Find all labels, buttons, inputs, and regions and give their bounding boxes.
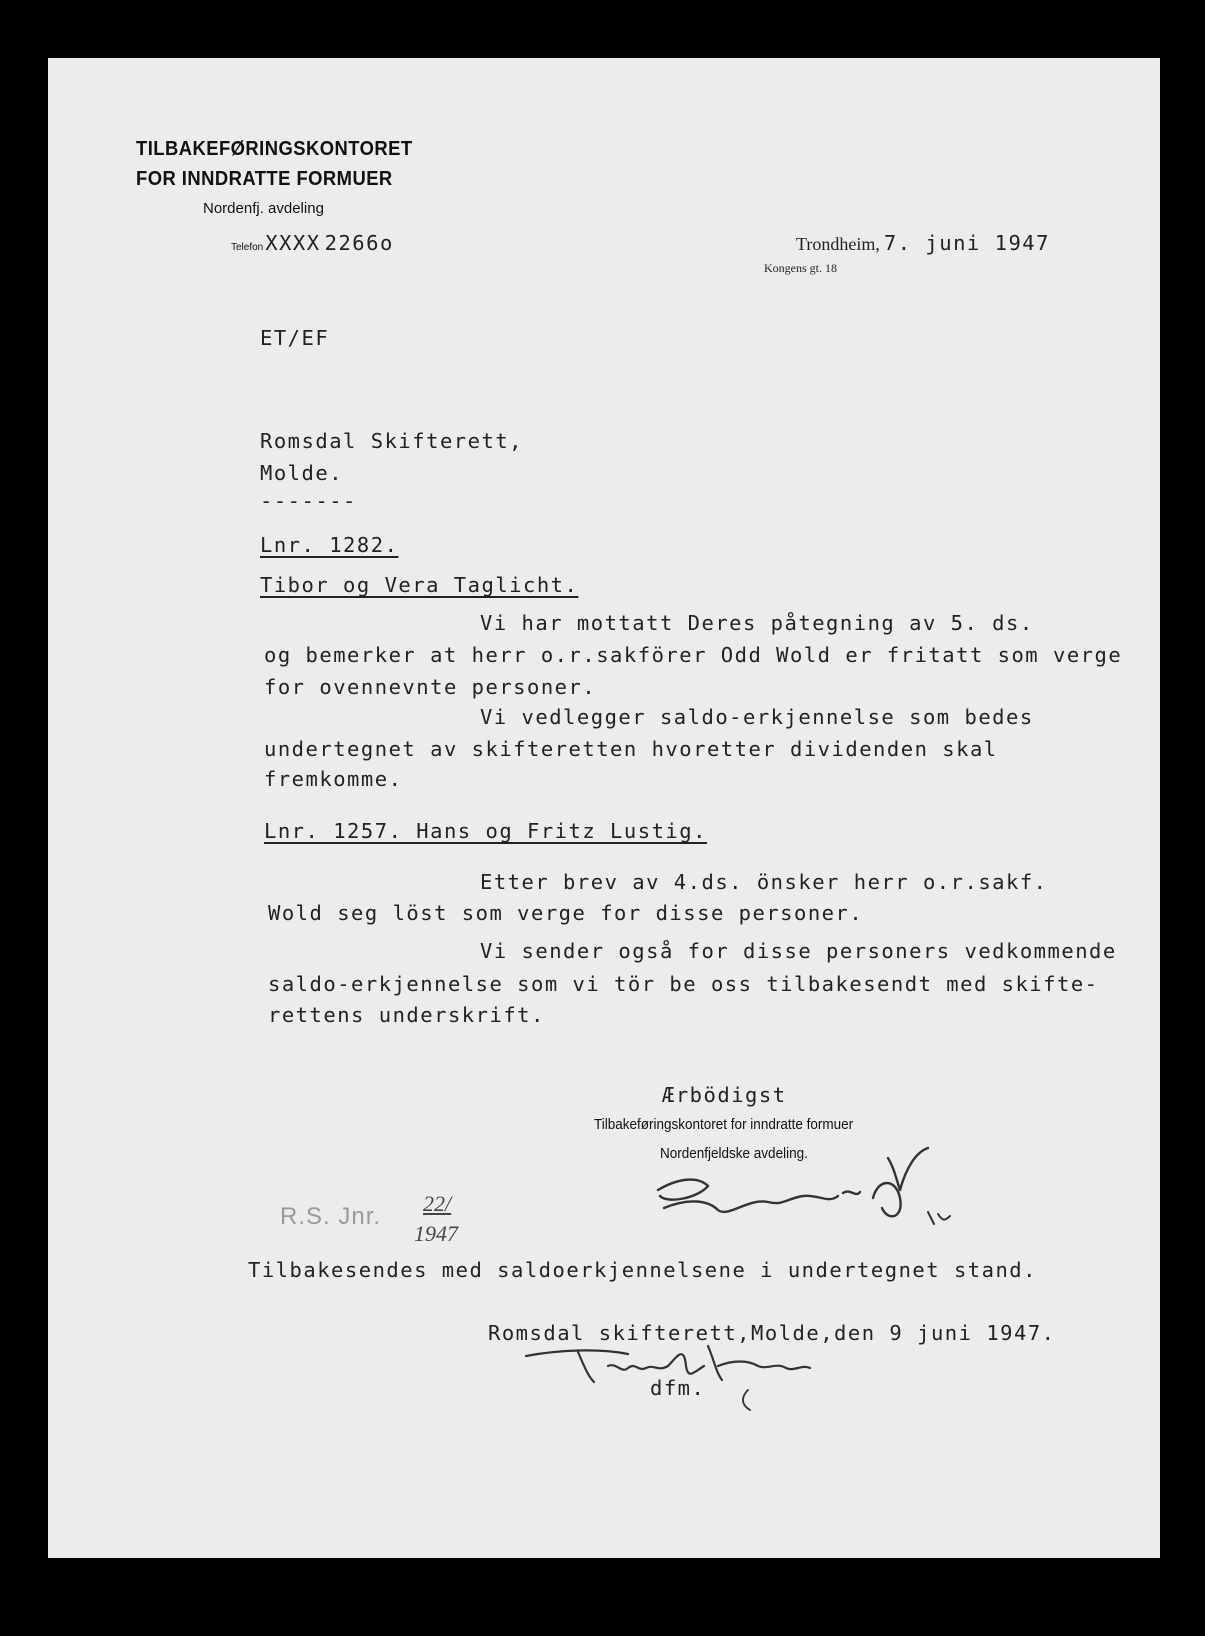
case2-p2-line1: Vi sender også for disse personers vedkommende (480, 939, 1117, 963)
letterhead-line1: TILBAKEFØRINGSKONTORET (136, 138, 413, 160)
sender-signature (638, 1138, 958, 1248)
phone-struck: XXXX (265, 231, 321, 255)
case1-p2-line1: Vi vedlegger saldo-erkjennelse som bedes (480, 705, 1034, 729)
case1-p2-line3: fremkomme. (264, 767, 403, 791)
case2-p1-line1: Etter brev av 4.ds. önsker herr o.r.sakf. (480, 870, 1048, 894)
phone-label: Telefon (231, 242, 264, 253)
letter-date: 7. juni 1947 (883, 231, 1050, 255)
place-date (796, 231, 1050, 255)
letterhead-phone (231, 231, 394, 255)
return-note: Tilbakesendes med saldoerkjennelsene i undertegnet stand. (248, 1258, 1037, 1282)
registry-number: 22/ (423, 1191, 452, 1216)
case1-p1-line3: for ovennevnte personer. (264, 675, 597, 699)
case1-p2-line2: undertegnet av skifteretten hvoretter dividenden skal (264, 737, 998, 761)
sender-address: Kongens gt. 18 (764, 261, 837, 275)
registry-year: 1947 (414, 1221, 458, 1246)
place: Trondheim, (796, 234, 880, 254)
case1-number: Lnr. 1282. (260, 533, 399, 557)
return-title: dfm. (650, 1376, 706, 1400)
reference: ET/EF (260, 326, 330, 350)
registry-stamp-text: R.S. Jnr. (280, 1203, 382, 1230)
case1-p1-line1: Vi har mottatt Deres påtegning av 5. ds. (480, 611, 1034, 635)
return-place-date: Romsdal skifterett,Molde,den 9 juni 1947. (488, 1321, 1056, 1345)
case2-heading: Lnr. 1257. Hans og Fritz Lustig. (264, 819, 707, 843)
document-page (48, 58, 1160, 1558)
office-stamp-line2: Nordenfjeldske avdeling. (660, 1145, 808, 1162)
case2-p1-line2: Wold seg löst som verge for disse personer. (268, 901, 864, 925)
closing-greeting: Ærbödigst (662, 1083, 787, 1107)
letterhead-line2: FOR INNDRATTE FORMUER (136, 168, 393, 190)
phone-number: 2266o (324, 231, 394, 255)
case1-p1-line2: og bemerker at herr o.r.sakförer Odd Wold er fritatt som verge (264, 643, 1123, 667)
case2-p2-line2: saldo-erkjennelse som vi tör be oss tilbakesendt med skifte- (268, 972, 1099, 996)
office-stamp-line1: Tilbakeføringskontoret for inndratte formuer (594, 1116, 854, 1133)
recipient-line1: Romsdal Skifterett, (260, 429, 523, 453)
recipient-rule: ------- (260, 489, 357, 513)
recipient-line2: Molde. (260, 461, 344, 485)
case1-names: Tibor og Vera Taglicht. (260, 573, 579, 597)
letterhead-department: Nordenfj. avdeling (203, 200, 324, 217)
case2-p2-line3: rettens underskrift. (268, 1003, 545, 1027)
court-signature (518, 1336, 838, 1426)
